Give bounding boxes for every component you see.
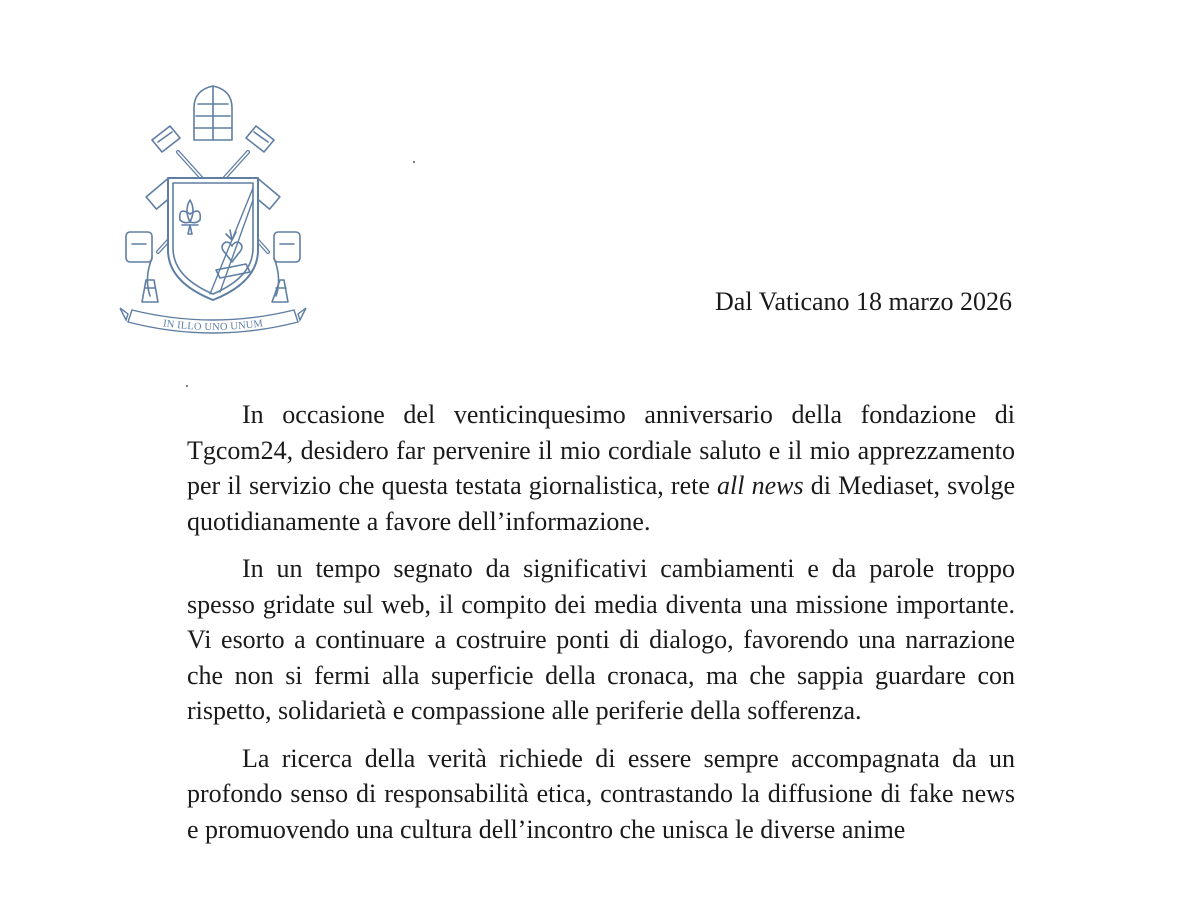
scan-speck [413,161,415,163]
letter-body [187,397,1015,859]
paragraph-1-emphasis: all news [717,471,804,500]
paragraph-1 [187,397,1015,539]
coat-of-arms-icon [118,82,308,340]
paragraph-1-text-b: di Mediaset, svolge quotidianamente a favore dell’informazione. [187,471,1015,536]
paragraph-1-text-a: In occasione del venticinquesimo anniversario della fondazione di Tgcom24, desidero far pervenire il mio cordiale saluto e il mio apprezzamento per il servizio che questa testata giornalistica, rete [187,400,1015,500]
papal-coat-of-arms [118,82,308,340]
crest-motto: IN ILLO UNO UNUM [162,318,264,334]
paragraph-3: La ricerca della verità richiede di essere sempre accompagnata da un profondo senso di responsabilità etica, contrastando la diffusione di fake news e promuovendo una cultura dell’incontro che unisca le diverse anime [187,743,1015,844]
letter-date: Dal Vaticano 18 marzo 2026 [715,287,1012,316]
scan-speck [186,385,188,387]
paragraph-2: In un tempo segnato da significativi cambiamenti e da parole troppo spesso gridate sul web, il compito dei media diventa una missione importante. Vi esorto a continuare a costruire ponti di dialogo, favorendo una narrazione che non si fermi alla superficie della cronaca, ma che sappia guardare con rispetto, solidarietà e compassione alle periferie della sofferenza. [187,554,1015,725]
